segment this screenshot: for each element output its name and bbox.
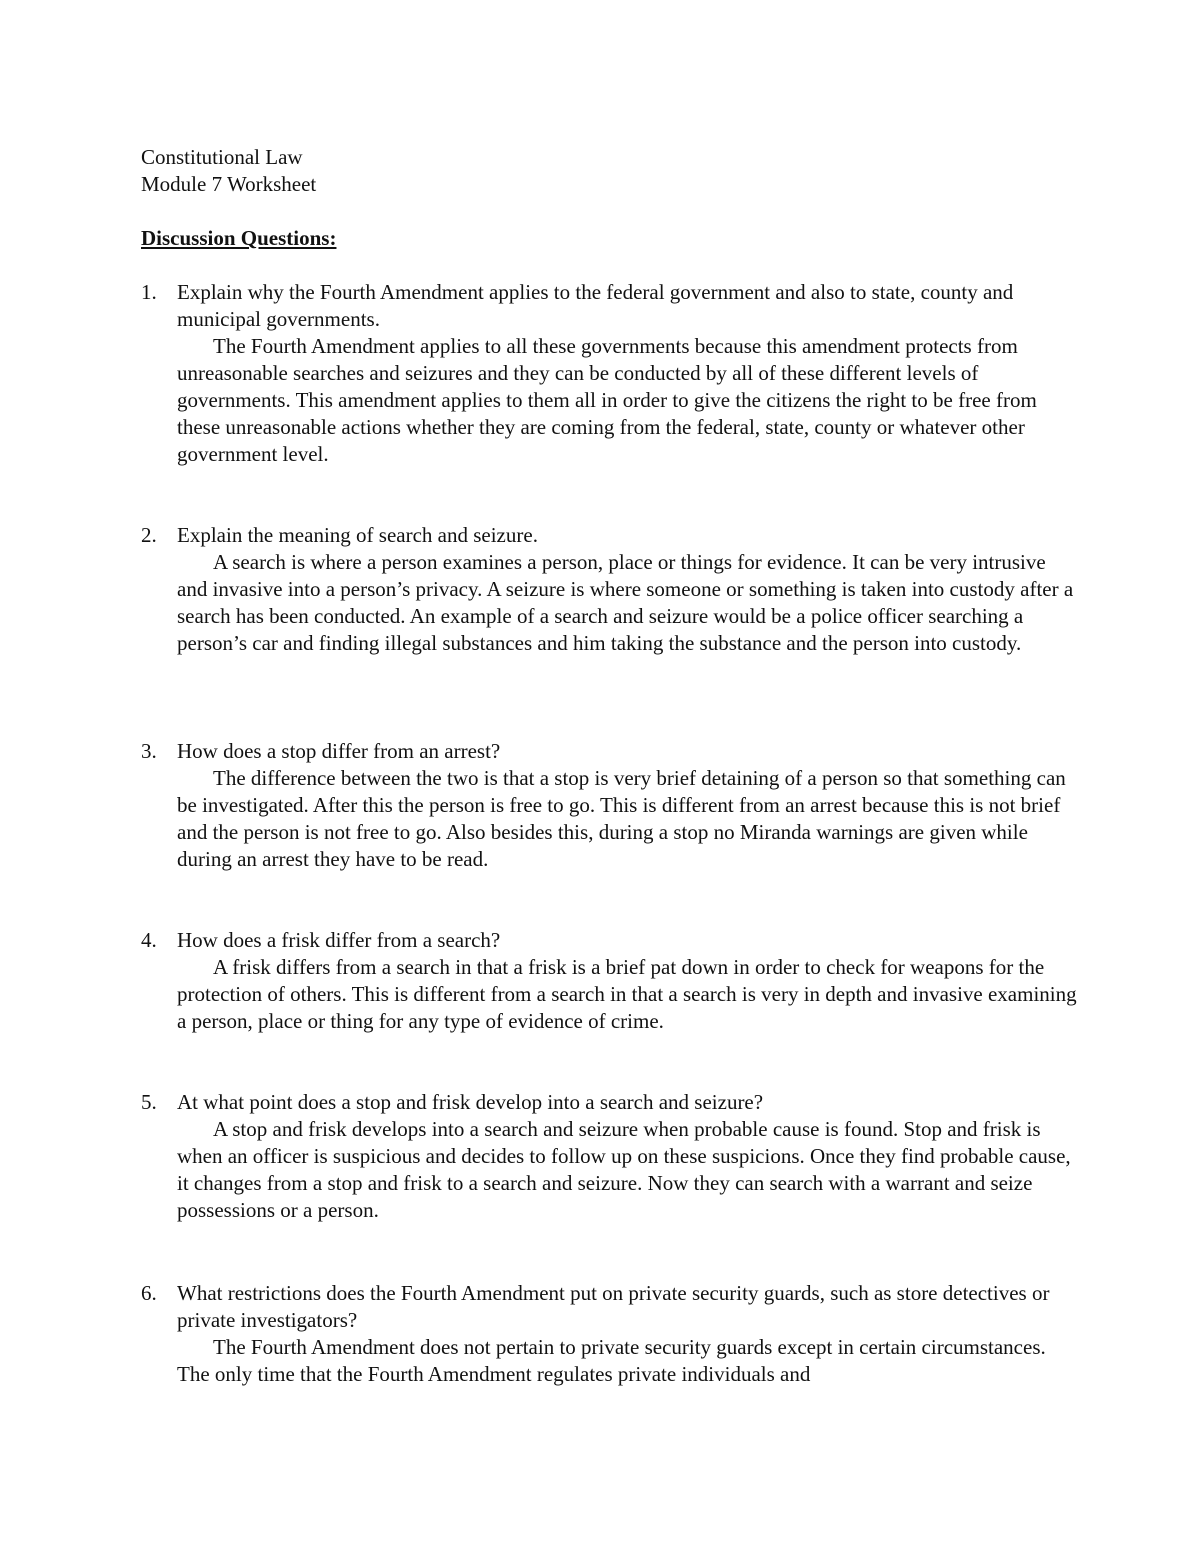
question-text: What restrictions does the Fourth Amendment put on private security guards, such as store detectives or private investigators? (177, 1281, 1050, 1332)
question-number: 2. (141, 523, 157, 547)
module-title: Module 7 Worksheet (141, 172, 317, 196)
question-number: 5. (141, 1090, 157, 1114)
question-text: How does a stop differ from an arrest? (177, 739, 501, 763)
question-text: How does a frisk differ from a search? (177, 928, 501, 952)
question-block-3 (141, 738, 1081, 873)
question-block-6 (141, 1280, 1081, 1388)
question-number: 4. (141, 928, 157, 952)
question-text: At what point does a stop and frisk develop into a search and seizure? (177, 1090, 764, 1114)
question-block-2 (141, 522, 1081, 657)
answer-text: A stop and frisk develops into a search and seizure when probable cause is found. Stop and frisk is when an officer is suspicious and decides to follow up on these suspicions. Once they find probable cause, it changes from a stop and frisk to a search and seizure. Now they can search with a warrant and seize possessions or a person. (177, 1117, 1071, 1222)
answer-text: The difference between the two is that a stop is very brief detaining of a person so that something can be investigated. After this the person is free to go. This is different from an arrest because this is not brief and the person is not free to go. Also besides this, during a stop no Miranda warnings are given while during an arrest they have to be read. (177, 766, 1066, 871)
question-number: 3. (141, 739, 157, 763)
question-text: Explain the meaning of search and seizure. (177, 523, 538, 547)
answer-text: The Fourth Amendment does not pertain to private security guards except in certain circumstances. The only time that the Fourth Amendment regulates private individuals and (177, 1335, 1046, 1386)
question-number: 6. (141, 1281, 157, 1305)
question-block-4 (141, 927, 1081, 1035)
answer-text: A frisk differs from a search in that a frisk is a brief pat down in order to check for weapons for the protection of others. This is different from a search in that a search is very in depth and invasive examining a person, place or thing for any type of evidence of crime. (177, 955, 1077, 1033)
answer-text: A search is where a person examines a person, place or things for evidence. It can be very intrusive and invasive into a person’s privacy. A seizure is where someone or something is taken into custody after a search has been conducted. An example of a search and seizure would be a police officer searching a person’s car and finding illegal substances and him taking the substance and the person into custody. (177, 550, 1074, 655)
section-heading: Discussion Questions: (141, 226, 337, 250)
answer-text: The Fourth Amendment applies to all these governments because this amendment protects from unreasonable searches and seizures and they can be conducted by all of these different levels of governments. This amendment applies to them all in order to give the citizens the right to be free from these unreasonable actions whether they are coming from the federal, state, county or whatever other government level. (177, 334, 1037, 466)
question-block-1 (141, 279, 1081, 468)
course-title: Constitutional Law (141, 145, 303, 169)
question-block-5 (141, 1089, 1081, 1224)
question-number: 1. (141, 280, 157, 304)
question-text: Explain why the Fourth Amendment applies to the federal government and also to state, county and municipal governments. (177, 280, 1014, 331)
